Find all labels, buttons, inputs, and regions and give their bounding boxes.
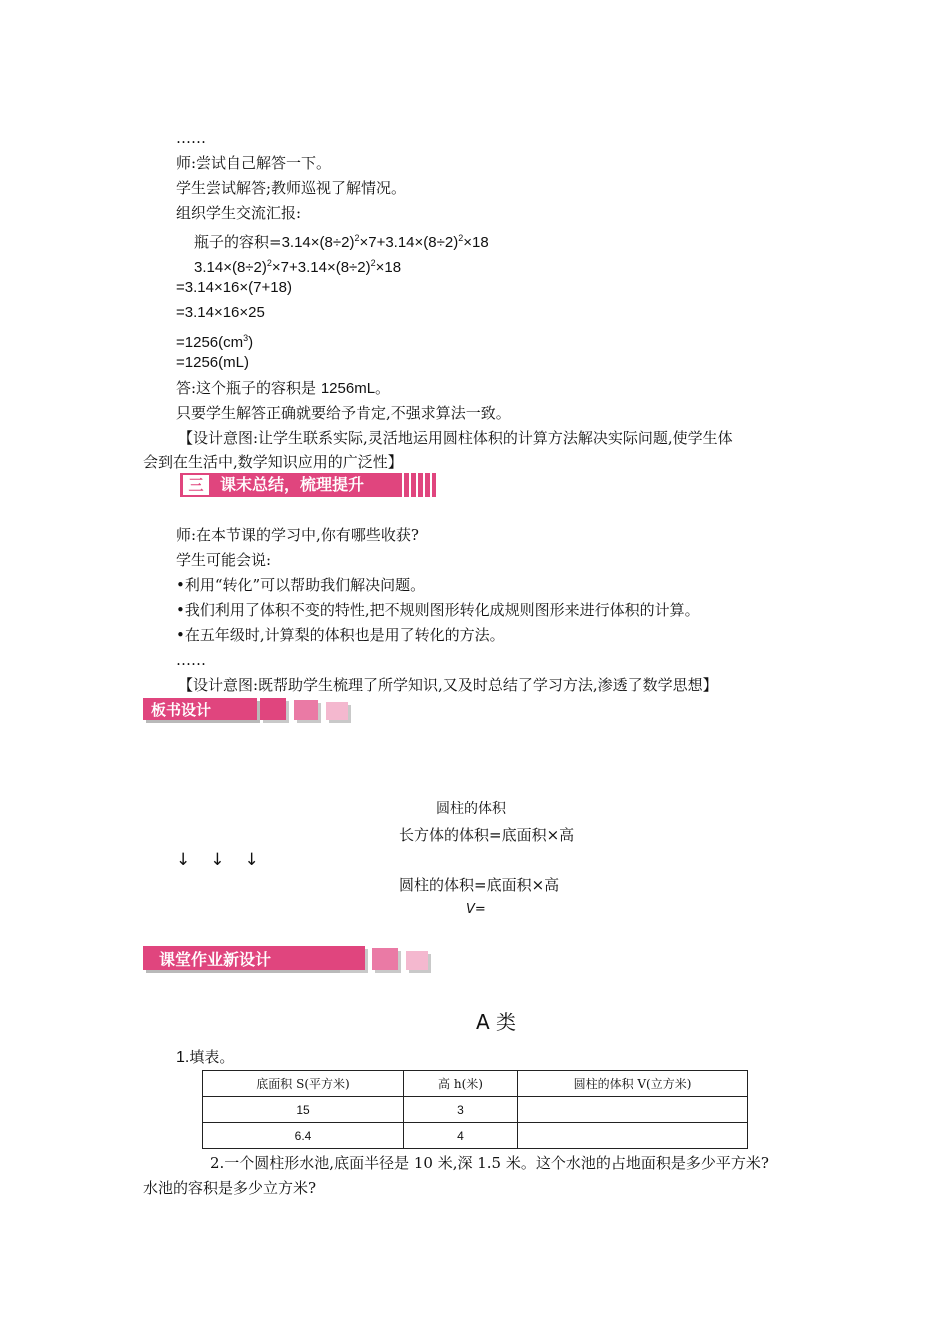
board-line-3: V=: [466, 902, 486, 917]
table-header-cell: 底面积 S(平方米): [203, 1071, 404, 1097]
design-intent-1b: 会到在生活中,数学知识应用的广泛性】: [143, 453, 403, 471]
table-row: [203, 1123, 748, 1149]
table-cell: 15: [203, 1097, 404, 1123]
table-header-cell: 圆柱的体积 V(立方米): [518, 1071, 748, 1097]
design-intent-1a: 【设计意图:让学生联系实际,灵活地运用圆柱体积的计算方法解决实际问题,使学生体: [178, 429, 733, 447]
table-cell: 6.4: [203, 1123, 404, 1149]
calc-line-5: $=1256(cm^3)$: [176, 333, 254, 351]
calc-line-4: =3.14×16×25: [176, 304, 265, 321]
calc-line-3: =3.14×16×(7+18): [176, 279, 292, 296]
banner-square-6: [406, 951, 428, 970]
banner-square-1: [260, 698, 286, 720]
bullet-3: •在五年级时,计算梨的体积也是用了转化的方法。: [176, 626, 505, 644]
down-arrow-icon: ↓: [244, 850, 259, 870]
banner-square-2: [294, 700, 318, 720]
board-line-1: 长方体的体积=底面积×高: [399, 826, 575, 844]
section-3-banner: [180, 473, 436, 497]
table-cell: 4: [404, 1123, 518, 1149]
ellipsis-line: ……: [176, 129, 206, 147]
calc-line-2: $3.14\times(8\div 2)^2\times 7+3.14\times(8\div 2)^2\times 18$: [194, 258, 402, 276]
students-line: 学生尝试解答;教师巡视了解情况。: [176, 179, 407, 197]
calc-line-6: =1256(mL): [176, 354, 249, 371]
category-title: A 类: [476, 1010, 517, 1034]
organize-line: 组织学生交流汇报:: [176, 204, 302, 222]
calc-label: 瓶子的容积=: [194, 233, 282, 251]
table-header-cell: 高 h(米): [404, 1071, 518, 1097]
board-line-2: 圆柱的体积=底面积×高: [399, 876, 560, 894]
banner-square-3: [326, 702, 348, 720]
teacher-ask-line: 师:在本节课的学习中,你有哪些收获?: [176, 526, 419, 544]
bullet-2: •我们利用了体积不变的特性,把不规则图形转化成规则图形来进行体积的计算。: [176, 601, 700, 619]
question-2a: 2.一个圆柱形水池,底面半径是 10 米,深 1.5 米。这个水池的占地面积是多少平方米?: [210, 1154, 769, 1172]
board-design-header: 板书设计: [143, 698, 257, 720]
table-cell-empty[interactable]: [518, 1123, 748, 1149]
homework-header: 课堂作业新设计: [143, 946, 343, 970]
section-3-title: 课末总结，梳理提升: [220, 475, 365, 494]
table-cell-empty[interactable]: [518, 1097, 748, 1123]
question-1: 1.填表。: [176, 1048, 235, 1066]
section-3-number: 三: [183, 475, 209, 495]
banner-square-4: [337, 946, 365, 970]
question-2b: 水池的容积是多少立方米?: [143, 1179, 317, 1197]
ellipsis-line-2: ……: [176, 651, 206, 669]
down-arrow-icon: ↓: [176, 850, 191, 870]
down-arrow-icon: ↓: [210, 850, 225, 870]
banner-square-5: [372, 948, 398, 970]
board-title: 圆柱的体积: [436, 801, 506, 817]
answer-line: 答:这个瓶子的容积是 1256mL。: [176, 379, 391, 397]
table-header-row: [203, 1071, 748, 1097]
board-arrows: [176, 850, 259, 870]
bullet-1: •利用“转化”可以帮助我们解决问题。: [176, 576, 426, 594]
students-say-line: 学生可能会说:: [176, 551, 272, 569]
table-cell: 3: [404, 1097, 518, 1123]
calc-line-1: [194, 228, 489, 253]
design-intent-2: 【设计意图:既帮助学生梳理了所学知识,又及时总结了学习方法,渗透了数学思想】: [178, 676, 718, 694]
table-row: [203, 1097, 748, 1123]
section-3-stripes: [402, 473, 432, 497]
praise-line: 只要学生解答正确就要给予肯定,不强求算法一致。: [176, 404, 511, 422]
calc-expr: $3.14\times(8\div 2)^2\times 7+3.14\times(8\div 2)^2\times 18$: [281, 233, 489, 251]
teacher-line: 师:尝试自己解答一下。: [176, 154, 332, 172]
fill-table: [202, 1070, 748, 1149]
